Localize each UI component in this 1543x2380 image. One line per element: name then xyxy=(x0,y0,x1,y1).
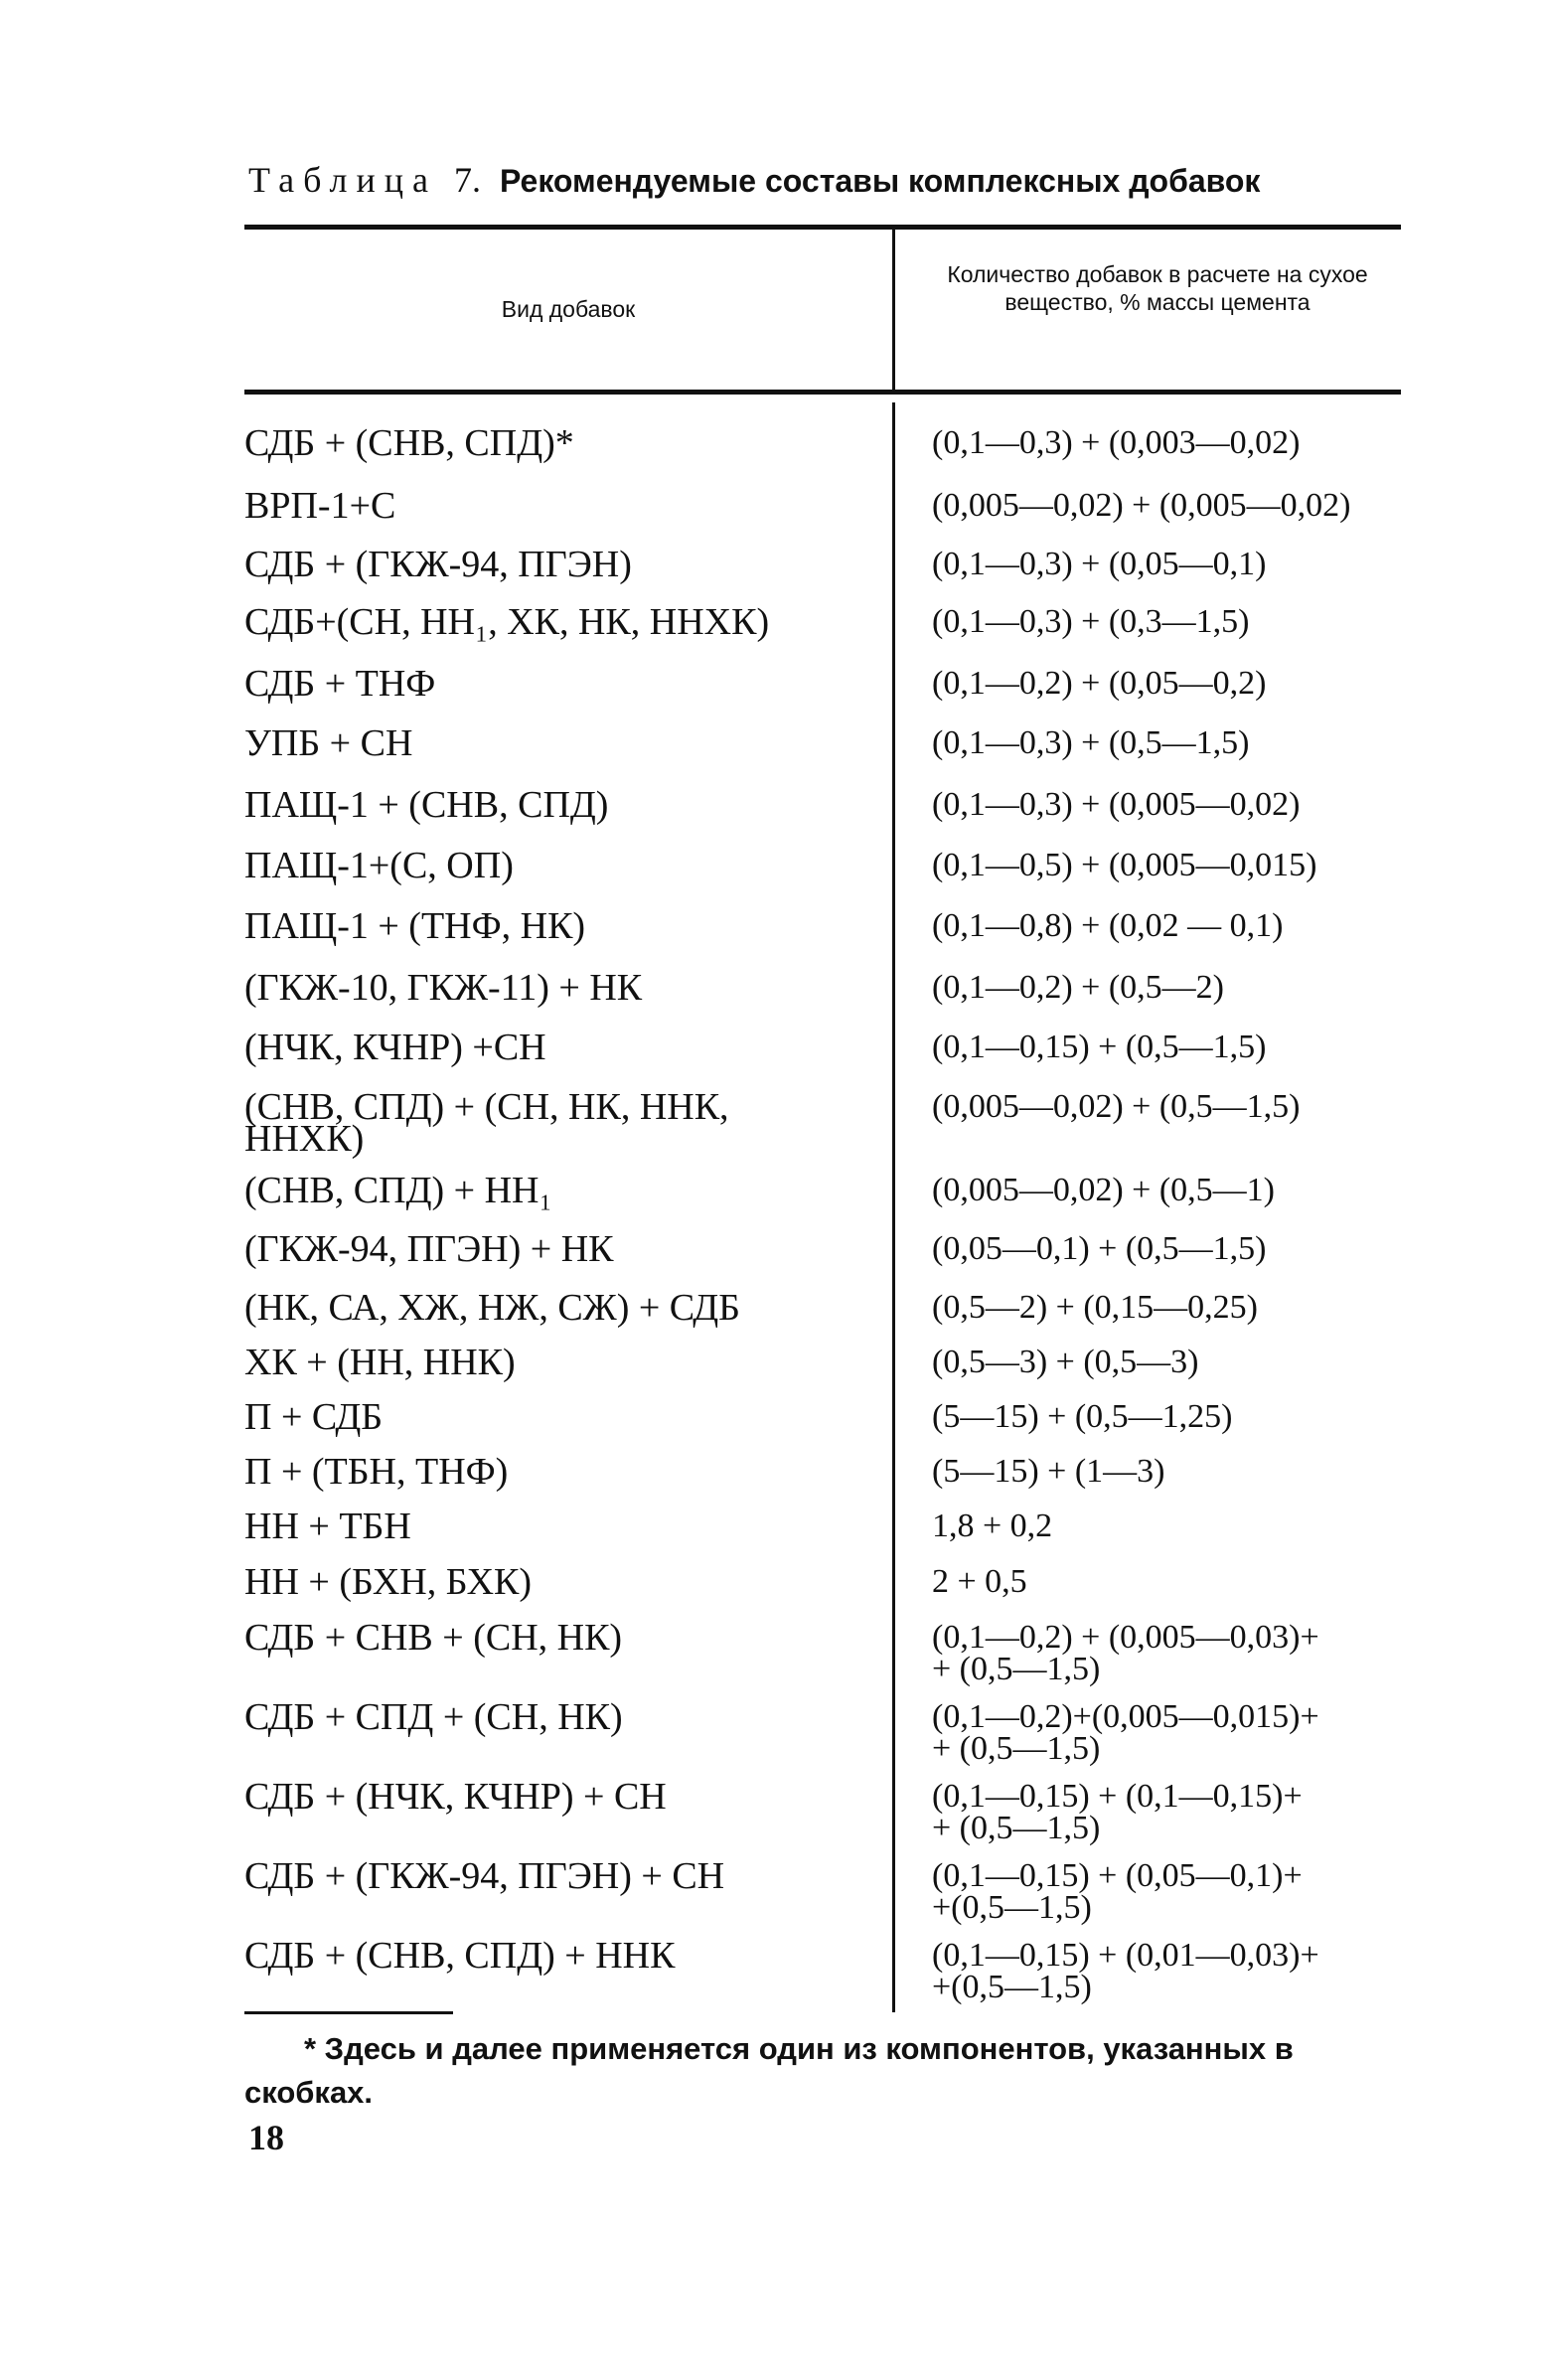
additive-amount-cell: (0,1—0,2) + (0,5—2) xyxy=(932,969,1224,1006)
footnote-rule xyxy=(244,2011,453,2014)
additive-amount-cell: (0,1—0,3) + (0,005—0,02) xyxy=(932,786,1301,823)
additive-amount-cell: (0,1—0,3) + (0,5—1,5) xyxy=(932,724,1250,761)
additive-kind-cell: П + (ТБН, ТНФ) xyxy=(244,1451,509,1493)
additive-kind-cell: СДБ + (НЧК, КЧНР) + СН xyxy=(244,1776,667,1818)
additive-kind-cell: (ГКЖ-10, ГКЖ-11) + НК xyxy=(244,967,643,1009)
additive-amount-cell: (0,1—0,15) + (0,01—0,03)+ +(0,5—1,5) xyxy=(932,1937,1319,2005)
additive-kind-cell: СДБ + ТНФ xyxy=(244,663,436,705)
additive-kind-cell: СДБ + СНВ + (СН, НК) xyxy=(244,1617,623,1659)
header-bottom-rule xyxy=(244,390,1401,395)
table-title-name: Рекомендуемые составы комплексных добавок xyxy=(499,163,1261,199)
additive-kind-cell: НН + ТБН xyxy=(244,1506,411,1547)
table-title-label: Таблица xyxy=(248,160,437,200)
additive-kind-cell: П + СДБ xyxy=(244,1396,384,1438)
additive-kind-cell: СДБ + (ГКЖ-94, ПГЭН) + СН xyxy=(244,1855,725,1897)
additive-amount-cell: 1,8 + 0,2 xyxy=(932,1507,1053,1544)
additive-kind-cell: ВРП-1+С xyxy=(244,485,396,527)
additive-amount-cell: (0,5—2) + (0,15—0,25) xyxy=(932,1289,1258,1326)
additive-amount-cell: (0,1—0,2) + (0,005—0,03)+ + (0,5—1,5) xyxy=(932,1619,1319,1687)
additive-amount-cell: (0,1—0,3) + (0,3—1,5) xyxy=(932,603,1250,640)
additive-kind-cell: ПАЩ-1+(С, ОП) xyxy=(244,845,514,886)
additive-kind-cell: СДБ+(СН, НН₁, ХК, НК, ННХК) xyxy=(244,601,770,643)
additive-kind-cell: ПАЩ-1 + (ТНФ, НК) xyxy=(244,905,586,947)
additive-amount-cell: (0,1—0,15) + (0,1—0,15)+ + (0,5—1,5) xyxy=(932,1778,1303,1846)
additive-kind-cell: СДБ + (ГКЖ-94, ПГЭН) xyxy=(244,544,632,585)
additive-amount-cell: (0,1—0,2)+(0,005—0,015)+ + (0,5—1,5) xyxy=(932,1698,1319,1767)
additive-kind-cell: ПАЩ-1 + (СНВ, СПД) xyxy=(244,784,609,826)
page-number: 18 xyxy=(248,2118,284,2157)
additive-kind-cell: СДБ + (СНВ, СПД) + ННК xyxy=(244,1935,676,1977)
additive-amount-cell: (0,1—0,5) + (0,005—0,015) xyxy=(932,847,1317,883)
additive-amount-cell: (5—15) + (1—3) xyxy=(932,1453,1165,1490)
column-header-kind: Вид добавок xyxy=(501,296,636,322)
table-title xyxy=(248,159,1441,219)
additive-amount-cell: (0,1—0,3) + (0,003—0,02) xyxy=(932,424,1301,461)
additive-amount-cell: (0,005—0,02) + (0,5—1,5) xyxy=(932,1088,1301,1125)
additive-amount-cell: (0,5—3) + (0,5—3) xyxy=(932,1344,1199,1380)
additive-kind-cell: (ГКЖ-94, ПГЭН) + НК xyxy=(244,1228,614,1270)
additive-amount-cell: (0,1—0,15) + (0,5—1,5) xyxy=(932,1029,1267,1065)
additive-kind-cell: УПБ + СН xyxy=(244,722,413,764)
additive-kind-cell: НН + (БХН, БХК) xyxy=(244,1561,533,1603)
additive-amount-cell: (0,005—0,02) + (0,005—0,02) xyxy=(932,487,1351,524)
additive-amount-cell: (0,1—0,3) + (0,05—0,1) xyxy=(932,546,1267,582)
table-title-number: 7. xyxy=(453,160,481,200)
additive-kind-cell: (СНВ, СПД) + (СН, НК, ННК, ННХК) xyxy=(244,1086,729,1160)
additive-amount-cell: (5—15) + (0,5—1,25) xyxy=(932,1398,1233,1435)
column-header-amount: Количество добавок в расчете на сухое вещество, % массы цемента xyxy=(947,261,1368,315)
additive-amount-cell: 2 + 0,5 xyxy=(932,1563,1027,1600)
additive-kind-cell: (СНВ, СПД) + НН₁ xyxy=(244,1170,552,1211)
additive-amount-cell: (0,05—0,1) + (0,5—1,5) xyxy=(932,1230,1267,1267)
additive-amount-cell: (0,1—0,15) + (0,05—0,1)+ +(0,5—1,5) xyxy=(932,1857,1303,1926)
additive-amount-cell: (0,005—0,02) + (0,5—1) xyxy=(932,1172,1275,1208)
additive-kind-cell: (НК, СА, ХЖ, НЖ, СЖ) + СДБ xyxy=(244,1287,740,1329)
additive-amount-cell: (0,1—0,2) + (0,05—0,2) xyxy=(932,665,1267,702)
additive-kind-cell: (НЧК, КЧНР) +СН xyxy=(244,1027,546,1068)
body-column-divider xyxy=(892,402,895,2012)
footnote: * Здесь и далее применяется один из компонентов, указанных в скобках. xyxy=(244,2031,1294,2110)
additive-amount-cell: (0,1—0,8) + (0,02 — 0,1) xyxy=(932,907,1284,944)
additive-kind-cell: СДБ + СПД + (СН, НК) xyxy=(244,1696,623,1738)
additive-kind-cell: ХК + (НН, ННК) xyxy=(244,1342,516,1383)
additive-kind-cell: СДБ + (СНВ, СПД)* xyxy=(244,422,574,464)
header-column-divider xyxy=(892,230,895,390)
